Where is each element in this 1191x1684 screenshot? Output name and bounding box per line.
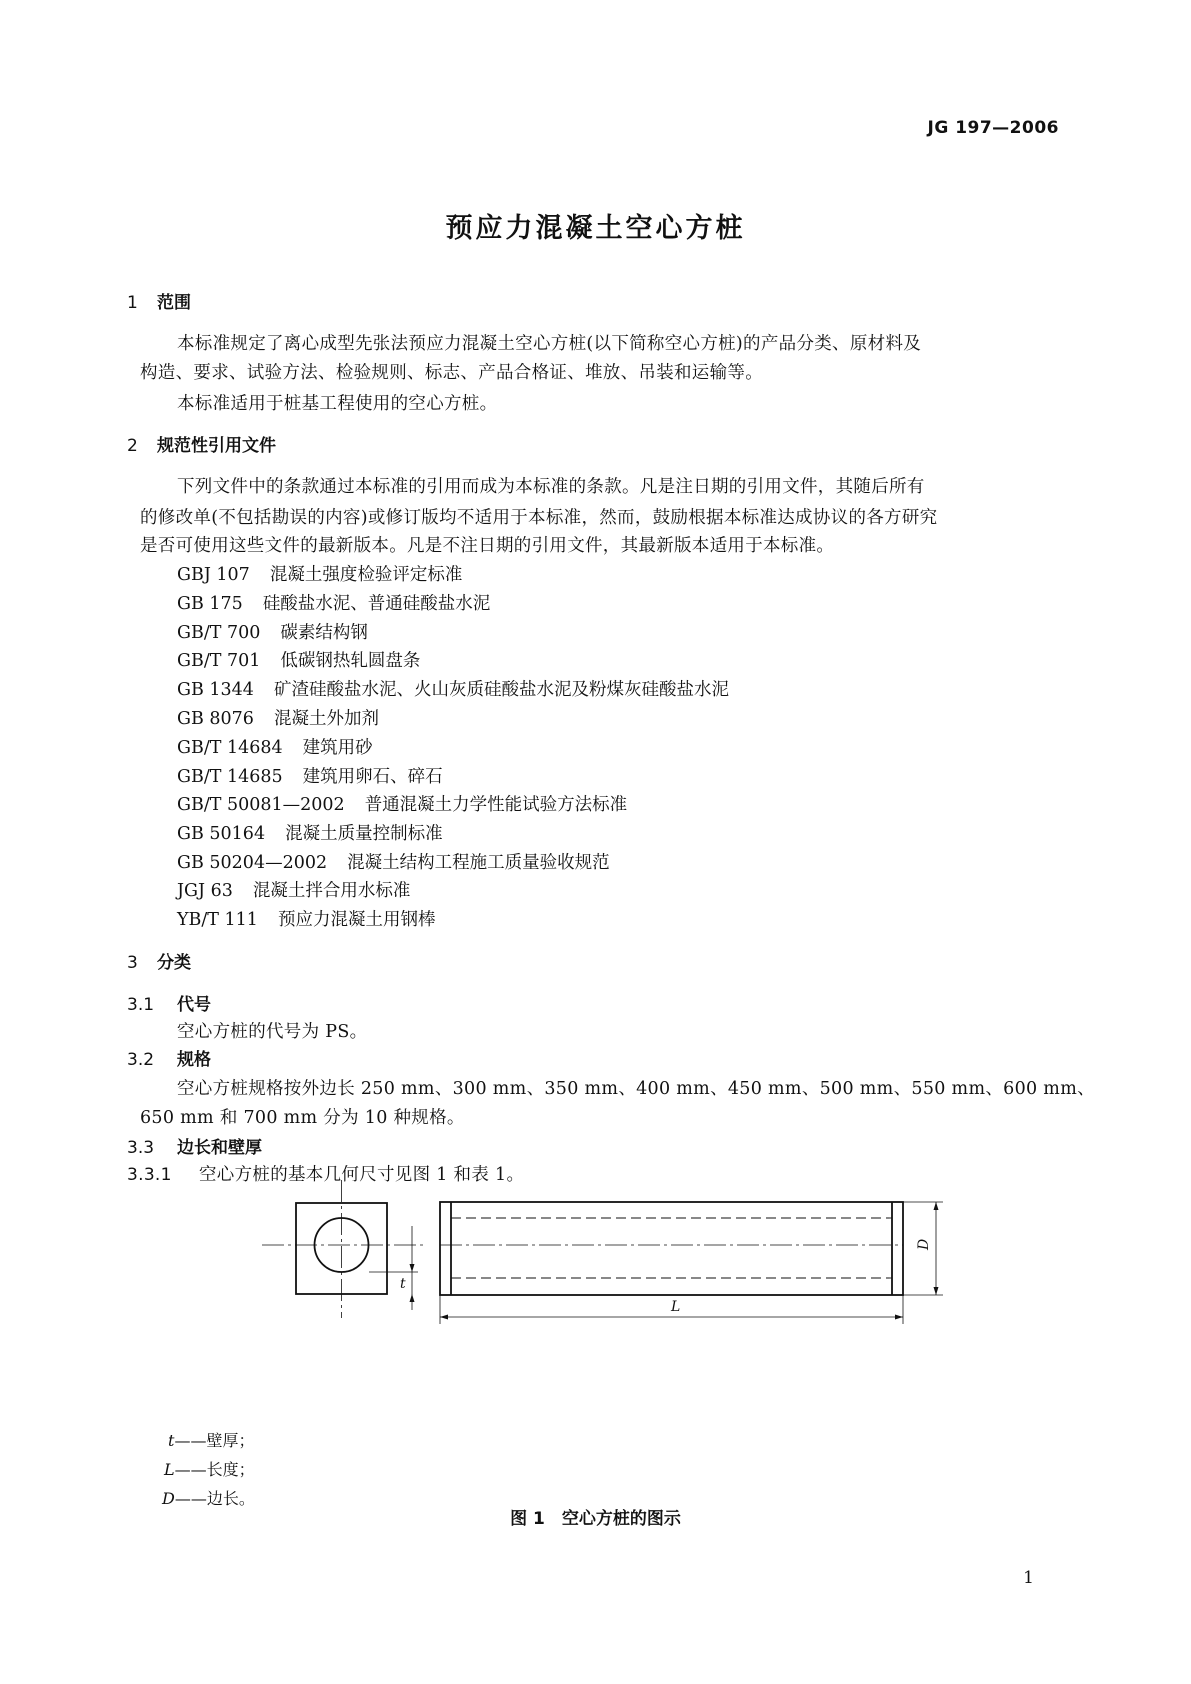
paragraph: 是否可使用这些文件的最新版本。凡是不注日期的引用文件，其最新版本适用于本标准。 bbox=[140, 536, 835, 556]
reference-code: GB/T 14685 bbox=[177, 767, 283, 787]
reference-code: GB/T 701 bbox=[177, 651, 261, 671]
standard-code: JG 197—2006 bbox=[927, 118, 1059, 138]
legend-text: ——壁厚； bbox=[174, 1431, 255, 1450]
reference-code: GB/T 50081—2002 bbox=[177, 795, 345, 815]
reference-name: 建筑用卵石、碎石 bbox=[302, 767, 443, 787]
legend-symbol: L bbox=[164, 1460, 175, 1479]
section-title: 代号 bbox=[177, 995, 211, 1015]
reference-code: GB 50164 bbox=[177, 824, 266, 844]
legend-symbol: D bbox=[162, 1489, 175, 1508]
section-number: 3.3 bbox=[127, 1138, 155, 1158]
reference-name: 矿渣硅酸盐水泥、火山灰质硅酸盐水泥及粉煤灰硅酸盐水泥 bbox=[273, 680, 729, 700]
reference-code: GB 50204—2002 bbox=[177, 853, 328, 873]
t-arrow bbox=[410, 1264, 415, 1272]
reference-name: 混凝土质量控制标准 bbox=[285, 824, 443, 844]
reference-name: 低碳钢热轧圆盘条 bbox=[280, 651, 421, 671]
reference-name: 预应力混凝土用钢棒 bbox=[277, 910, 436, 930]
L-arrow bbox=[895, 1315, 903, 1320]
paragraph: 空心方桩规格按外边长 250 mm、300 mm、350 mm、400 mm、450 mm、500 mm、550 mm、600 mm、 bbox=[177, 1079, 1095, 1099]
label-L: L bbox=[671, 1299, 681, 1315]
legend-text: ——边长。 bbox=[174, 1489, 255, 1508]
page-number: 1 bbox=[1023, 1568, 1034, 1588]
paragraph: 650 mm 和 700 mm 分为 10 种规格。 bbox=[140, 1108, 465, 1128]
paragraph: 下列文件中的条款通过本标准的引用而成为本标准的条款。凡是注日期的引用文件，其随后所有 bbox=[177, 477, 925, 497]
pile-body bbox=[440, 1202, 903, 1295]
reference-code: GB 8076 bbox=[177, 709, 254, 729]
clause-text: 空心方桩的基本几何尺寸见图 1 和表 1。 bbox=[199, 1165, 525, 1185]
reference-code: JGJ 63 bbox=[177, 881, 233, 901]
section-title: 分类 bbox=[157, 953, 191, 973]
reference-name: 普通混凝土力学性能试验方法标准 bbox=[364, 795, 628, 815]
reference-name: 混凝土拌合用水标准 bbox=[252, 881, 411, 901]
section-title: 规范性引用文件 bbox=[157, 436, 276, 456]
reference-code: GBJ 107 bbox=[177, 565, 250, 585]
paragraph: 本标准规定了离心成型先张法预应力混凝土空心方桩(以下简称空心方桩)的产品分类、原材料及 bbox=[177, 334, 922, 354]
reference-code: GB/T 14684 bbox=[177, 738, 283, 758]
figure-caption: 图 1 空心方桩的图示 bbox=[510, 1509, 681, 1529]
paragraph: 本标准适用于桩基工程使用的空心方桩。 bbox=[177, 394, 498, 414]
label-D: D bbox=[916, 1238, 932, 1250]
paragraph: 空心方桩的代号为 PS。 bbox=[177, 1022, 368, 1042]
reference-code: GB 175 bbox=[177, 594, 243, 614]
legend-symbol: t bbox=[168, 1431, 175, 1450]
reference-name: 混凝土结构工程施工质量验收规范 bbox=[347, 853, 610, 873]
reference-name: 碳素结构钢 bbox=[280, 623, 368, 643]
t-arrow bbox=[410, 1294, 415, 1302]
section-title: 边长和壁厚 bbox=[177, 1138, 262, 1158]
D-arrow bbox=[934, 1287, 939, 1295]
section-number: 3 bbox=[127, 953, 138, 973]
reference-code: GB 1344 bbox=[177, 680, 254, 700]
legend-text: ——长度； bbox=[174, 1460, 255, 1479]
reference-code: GB/T 700 bbox=[177, 623, 261, 643]
paragraph: 构造、要求、试验方法、检验规则、标志、产品合格证、堆放、吊装和运输等。 bbox=[140, 363, 763, 383]
paragraph: 的修改单(不包括勘误的内容)或修订版均不适用于本标准，然而，鼓励根据本标准达成协议的各方研究 bbox=[140, 508, 938, 528]
section-title: 规格 bbox=[177, 1050, 211, 1070]
reference-name: 混凝土外加剂 bbox=[273, 709, 379, 729]
section-number: 3.1 bbox=[127, 995, 155, 1015]
label-t: t bbox=[400, 1276, 406, 1292]
reference-name: 建筑用砂 bbox=[302, 738, 373, 758]
document-title: 预应力混凝土空心方桩 bbox=[445, 213, 746, 244]
L-arrow bbox=[440, 1315, 448, 1320]
legend-item bbox=[164, 1457, 255, 1480]
clause-number: 3.3.1 bbox=[127, 1165, 172, 1185]
reference-name: 混凝土强度检验评定标准 bbox=[269, 565, 463, 585]
section-title: 范围 bbox=[157, 293, 191, 313]
legend-item bbox=[168, 1428, 254, 1451]
section-number: 2 bbox=[127, 436, 138, 456]
reference-name: 硅酸盐水泥、普通硅酸盐水泥 bbox=[262, 594, 491, 614]
D-arrow bbox=[934, 1202, 939, 1210]
section-number: 1 bbox=[127, 293, 138, 313]
reference-code: YB/T 111 bbox=[177, 910, 258, 930]
section-number: 3.2 bbox=[127, 1050, 155, 1070]
